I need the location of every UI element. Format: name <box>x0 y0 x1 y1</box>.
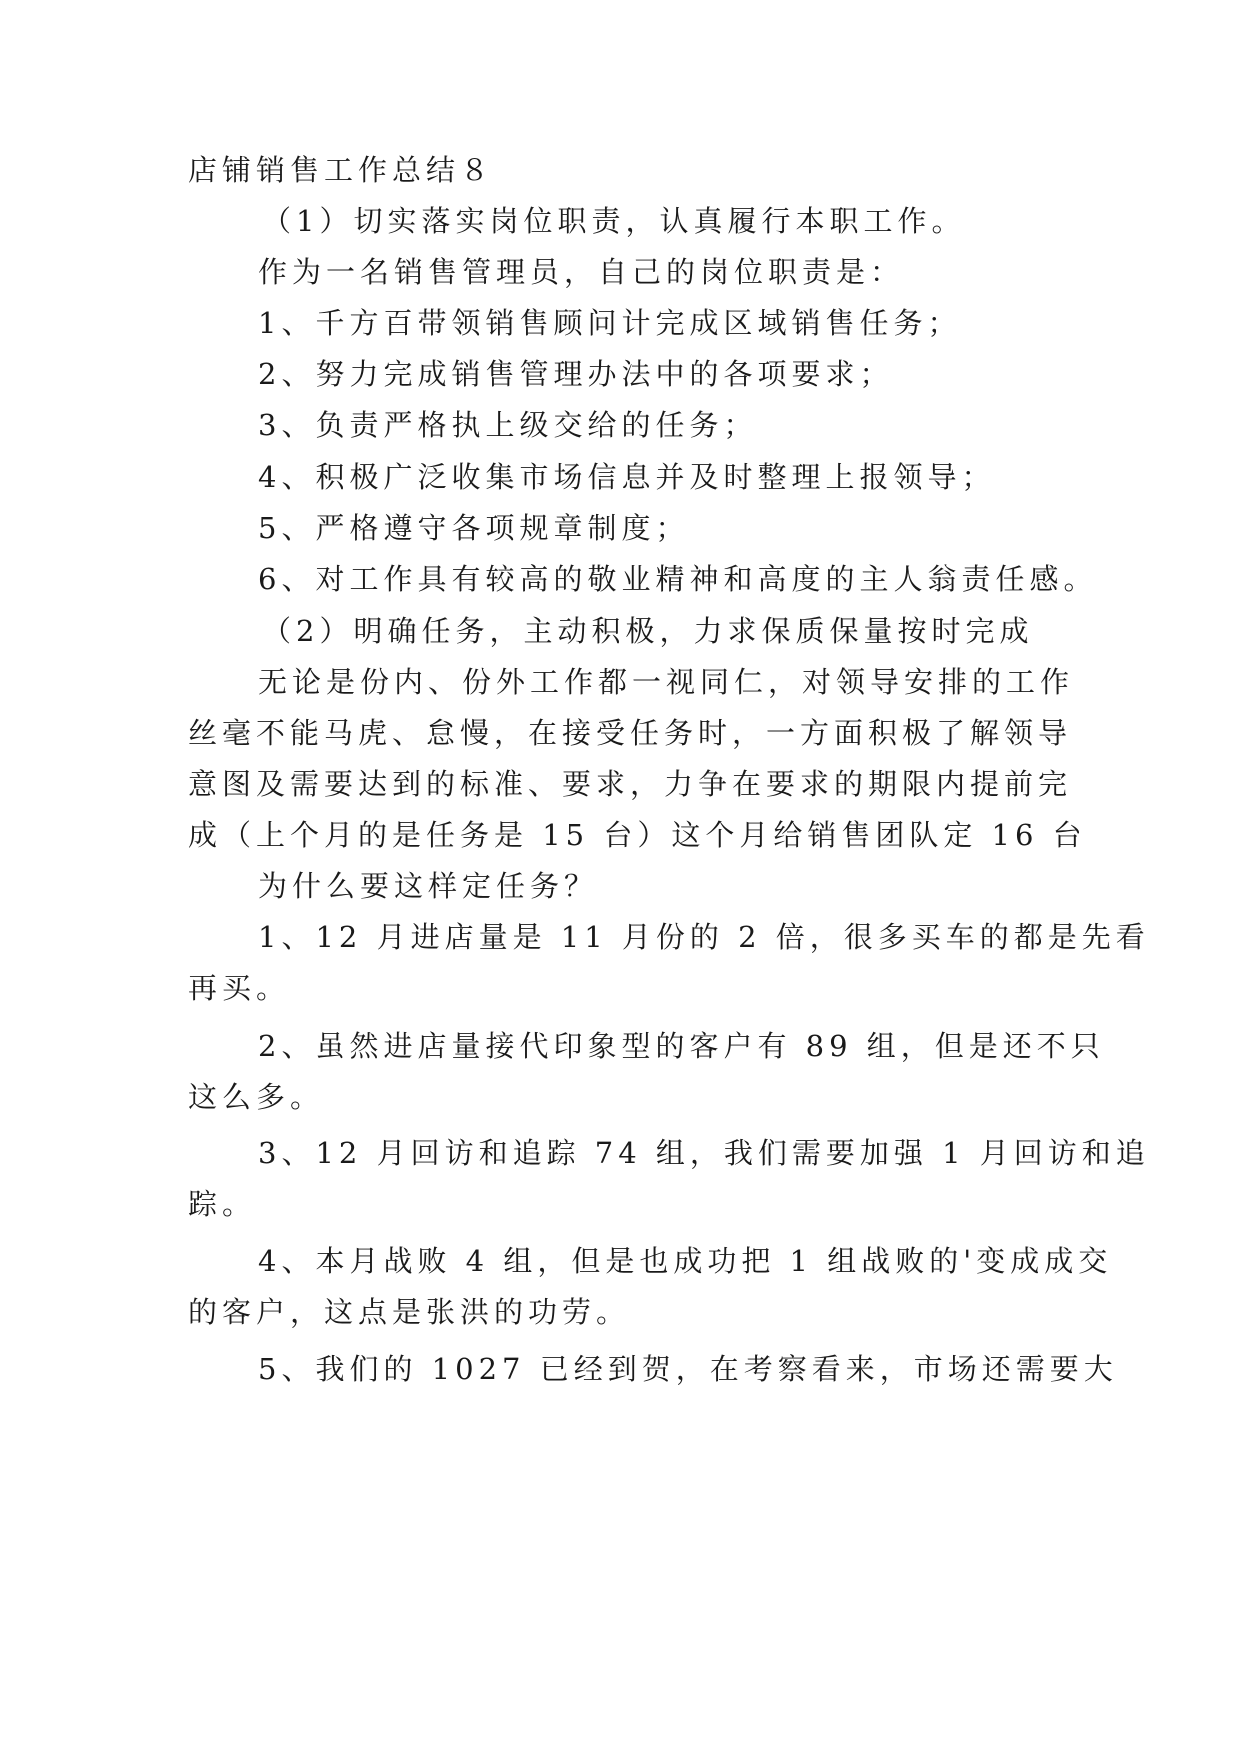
list-item-continuation: 的客户，这点是张洪的功劳。 <box>188 1295 631 1329</box>
list-item: 5、我们的 1027 已经到贺，在考察看来，市场还需要大 <box>258 1352 1118 1386</box>
list-item: 6、对工作具有较高的敬业精神和高度的主人翁责任感。 <box>258 562 1098 596</box>
paragraph-line: 为什么要这样定任务？ <box>258 869 599 903</box>
document-title: 店铺销售工作总结８ <box>188 153 495 187</box>
list-item: 3、12 月回访和追踪 74 组，我们需要加强 1 月回访和追 <box>258 1136 1150 1170</box>
list-item: 5、严格遵守各项规章制度； <box>258 511 690 545</box>
list-item: 2、虽然进店量接代印象型的客户有 89 组，但是还不只 <box>258 1029 1105 1063</box>
section-heading-2: （2）明确任务，主动积极，力求保质保量按时完成 <box>262 614 1034 648</box>
paragraph-line: 意图及需要达到的标准、要求，力争在要求的期限内提前完 <box>188 767 1073 801</box>
paragraph-line: 无论是份内、份外工作都一视同仁，对领导安排的工作 <box>258 665 1075 699</box>
list-item: 3、负责严格执上级交给的任务； <box>258 408 758 442</box>
paragraph-line: 丝毫不能马虎、怠慢，在接受任务时，一方面积极了解领导 <box>188 716 1073 750</box>
paragraph-line: 成（上个月的是任务是 15 台）这个月给销售团队定 16 台 <box>188 818 1087 852</box>
paragraph-line: 作为一名销售管理员，自己的岗位职责是： <box>258 255 905 289</box>
list-item-continuation: 踪。 <box>188 1187 257 1221</box>
list-item: 1、千方百带领销售顾问计完成区域销售任务； <box>258 306 962 340</box>
list-item: 4、积极广泛收集市场信息并及时整理上报领导； <box>258 460 996 494</box>
list-item-continuation: 这么多。 <box>188 1080 325 1114</box>
section-heading-1: （1）切实落实岗位职责，认真履行本职工作。 <box>262 204 966 238</box>
list-item: 1、12 月进店量是 11 月份的 2 倍，很多买车的都是先看 <box>258 920 1150 954</box>
list-item: 2、努力完成销售管理办法中的各项要求； <box>258 357 894 391</box>
list-item-continuation: 再买。 <box>188 971 291 1005</box>
list-item: 4、本月战败 4 组，但是也成功把 1 组战败的'变成成交 <box>258 1244 1113 1278</box>
